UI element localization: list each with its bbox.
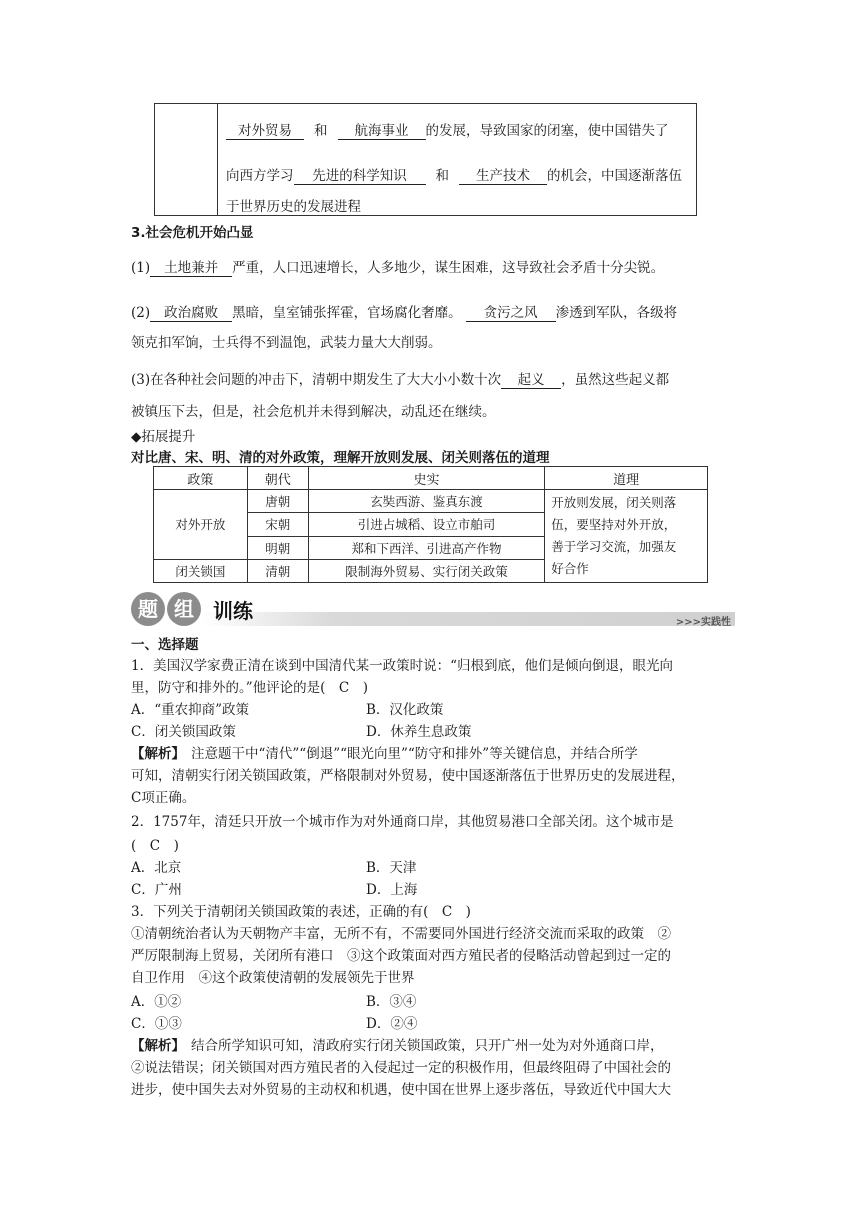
q3-analysis-line-2: ②说法错误；闭关锁国对西方殖民者的入侵起过一定的积极作用，但最终阻碍了中国社会的 — [131, 1060, 671, 1076]
table-row-3: 于世界历史的发展进程 — [226, 199, 361, 215]
header-policy: 政策 — [154, 467, 248, 490]
q2-option-b: B．天津 — [366, 860, 417, 876]
q1-stem-line-2: 里，防守和排外的。”他评论的是( C ) — [131, 680, 369, 696]
q2-option-d: D．上海 — [366, 882, 418, 898]
reason-line: 善于学习交流，加强友 — [551, 539, 677, 554]
policy-comparison-table — [153, 466, 708, 583]
blank-embezzlement: 贪污之风 — [466, 301, 556, 322]
q3-stem-line-3: 严厉限制海上贸易，关闭所有港口 ③这个政策面对西方殖民者的侵略活动曾起到过一定的 — [131, 948, 671, 964]
paragraph-2-line-2: 领克扣军饷，士兵得不到温饱，武装力量大大削弱。 — [131, 335, 442, 351]
banner-title: 训练 — [213, 599, 253, 623]
dynasty-cell: 清朝 — [247, 559, 308, 582]
dynasty-cell: 唐朝 — [247, 490, 308, 513]
paragraph-text: 严重，人口迅速增长，人多地少，谋生困难，这导致社会矛盾十分尖锐。 — [232, 260, 665, 276]
reason-line: 好合作 — [551, 561, 589, 576]
table-row-1 — [226, 119, 669, 140]
header-fact: 史实 — [308, 467, 545, 490]
paragraph-2 — [131, 301, 677, 322]
analysis-label: 【解析】 — [131, 1038, 185, 1054]
q3-analysis-line-3: 进步，使中国失去对外贸易的主动权和机遇，使中国在世界上逐步落伍，导致近代中国大大 — [131, 1082, 671, 1098]
policy-closed-cell: 闭关锁国 — [154, 559, 248, 582]
fact-cell: 郑和下西洋、引进高产作物 — [308, 536, 545, 559]
blank-foreign-trade: 对外贸易 — [226, 119, 304, 140]
q2-option-a: A．北京 — [131, 860, 182, 876]
q3-analysis-line-1 — [131, 1034, 664, 1054]
paragraph-3-line-2: 被镇压下去，但是，社会危机并未得到解决，动乱还在继续。 — [131, 404, 496, 420]
paragraph-1 — [131, 256, 664, 277]
paragraph-text: 黑暗，皇室铺张挥霍，官场腐化奢靡。 — [232, 305, 462, 321]
dynasty-cell: 宋朝 — [247, 513, 308, 536]
table-row-2 — [226, 164, 682, 185]
row-text: 的发展，导致国家的闭塞，使中国错失了 — [425, 123, 669, 139]
q1-analysis-line-1 — [131, 742, 638, 762]
extension-label: ◆拓展提升 — [131, 429, 196, 445]
q3-option-a: A．①② — [131, 994, 182, 1010]
policy-open-cell: 对外开放 — [154, 490, 248, 560]
row-text: 的机会，中国逐渐落伍 — [547, 168, 682, 184]
q3-option-d: D．②④ — [366, 1016, 418, 1032]
fact-cell: 限制海外贸易、实行闭关政策 — [308, 559, 545, 582]
blank-science: 先进的科学知识 — [294, 164, 426, 185]
table-header-row — [154, 467, 708, 490]
summary-table-fragment — [154, 103, 697, 216]
section-heading-choice: 一、选择题 — [131, 637, 199, 653]
q1-option-d: D．休养生息政策 — [366, 724, 472, 740]
reason-line: 开放则发展，闭关则落 — [551, 495, 677, 510]
analysis-label: 【解析】 — [131, 746, 185, 762]
q1-analysis-line-3: C项正确。 — [131, 790, 196, 806]
q2-option-c: C．广州 — [131, 882, 182, 898]
banner-bar — [201, 612, 735, 626]
header-dynasty: 朝代 — [247, 467, 308, 490]
q1-option-a: A．“重农抑商”政策 — [131, 702, 250, 718]
blank-production-tech: 生产技术 — [459, 164, 547, 185]
item-number: (2) — [131, 305, 151, 321]
banner-char-ti: 题 — [131, 592, 165, 626]
q1-option-c: C．闭关锁国政策 — [131, 724, 236, 740]
exercise-banner — [131, 592, 735, 628]
section-heading-3: 3.社会危机开始凸显 — [131, 225, 254, 241]
item-number: (1) — [131, 260, 151, 276]
reason-cell — [545, 490, 708, 583]
paragraph-text: 渗透到军队，各级将 — [555, 305, 678, 321]
banner-tag: >>>实践性 — [675, 617, 731, 628]
q3-stem-line-4: 自卫作用 ④这个政策使清朝的发展领先于世界 — [131, 970, 415, 986]
q2-stem-line-2: ( C ) — [131, 838, 179, 854]
q1-option-b: B．汉化政策 — [366, 702, 444, 718]
blank-uprising: 起义 — [501, 368, 561, 389]
blank-navigation: 航海事业 — [338, 119, 426, 140]
q2-stem-line-1: 2．1757年，清廷只开放一个城市作为对外通商口岸，其他贸易港口全部关闭。这个城市是 — [131, 814, 674, 830]
q3-stem-line-2: ①清朝统治者认为天朝物产丰富，无所不有，不需要同外国进行经济交流而采取的政策 ② — [131, 926, 671, 942]
analysis-text: 注意题干中“清代”“倒退”“眼光向里”“防守和排外”等关键信息，并结合所学 — [191, 746, 638, 762]
q1-analysis-line-2: 可知，清朝实行闭关锁国政策，严格限制对外贸易，使中国逐渐落伍于世界历史的发展进程， — [131, 768, 685, 784]
paragraph-text: (3)在各种社会问题的冲击下，清朝中期发生了大大小小数十次 — [131, 372, 502, 388]
table-row — [154, 490, 708, 513]
reason-line: 伍，要坚持对外开放， — [551, 517, 677, 532]
header-reason: 道理 — [545, 467, 708, 490]
q1-stem-line-1: 1．美国汉学家费正清在谈到中国清代某一政策时说：“归根到底，他们是倾向倒退，眼光向 — [131, 658, 673, 674]
paragraph-text: ，虽然这些起义都 — [561, 372, 670, 388]
analysis-text: 结合所学知识可知，清政府实行闭关锁国政策，只开广州一处为对外通商口岸， — [191, 1038, 664, 1054]
blank-political-corruption: 政治腐败 — [150, 301, 232, 322]
banner-char-zu: 组 — [167, 592, 201, 626]
q3-option-c: C．①③ — [131, 1016, 182, 1032]
paragraph-3 — [131, 368, 669, 389]
q3-stem-line-1: 3．下列关于清朝闭关锁国政策的表述，正确的有( C ) — [131, 904, 471, 920]
fact-cell: 引进占城稻、设立市舶司 — [308, 513, 545, 536]
extension-subtitle: 对比唐、宋、明、清的对外政策，理解开放则发展、闭关则落伍的道理 — [131, 450, 550, 466]
q3-option-b: B．③④ — [366, 994, 417, 1010]
connector-text: 和 — [435, 168, 449, 184]
fact-cell: 玄奘西游、鉴真东渡 — [308, 490, 545, 513]
row-text: 向西方学习 — [226, 168, 294, 184]
blank-land-annexation: 土地兼并 — [150, 256, 232, 277]
connector-text: 和 — [314, 123, 328, 139]
table-divider — [217, 103, 218, 215]
dynasty-cell: 明朝 — [247, 536, 308, 559]
